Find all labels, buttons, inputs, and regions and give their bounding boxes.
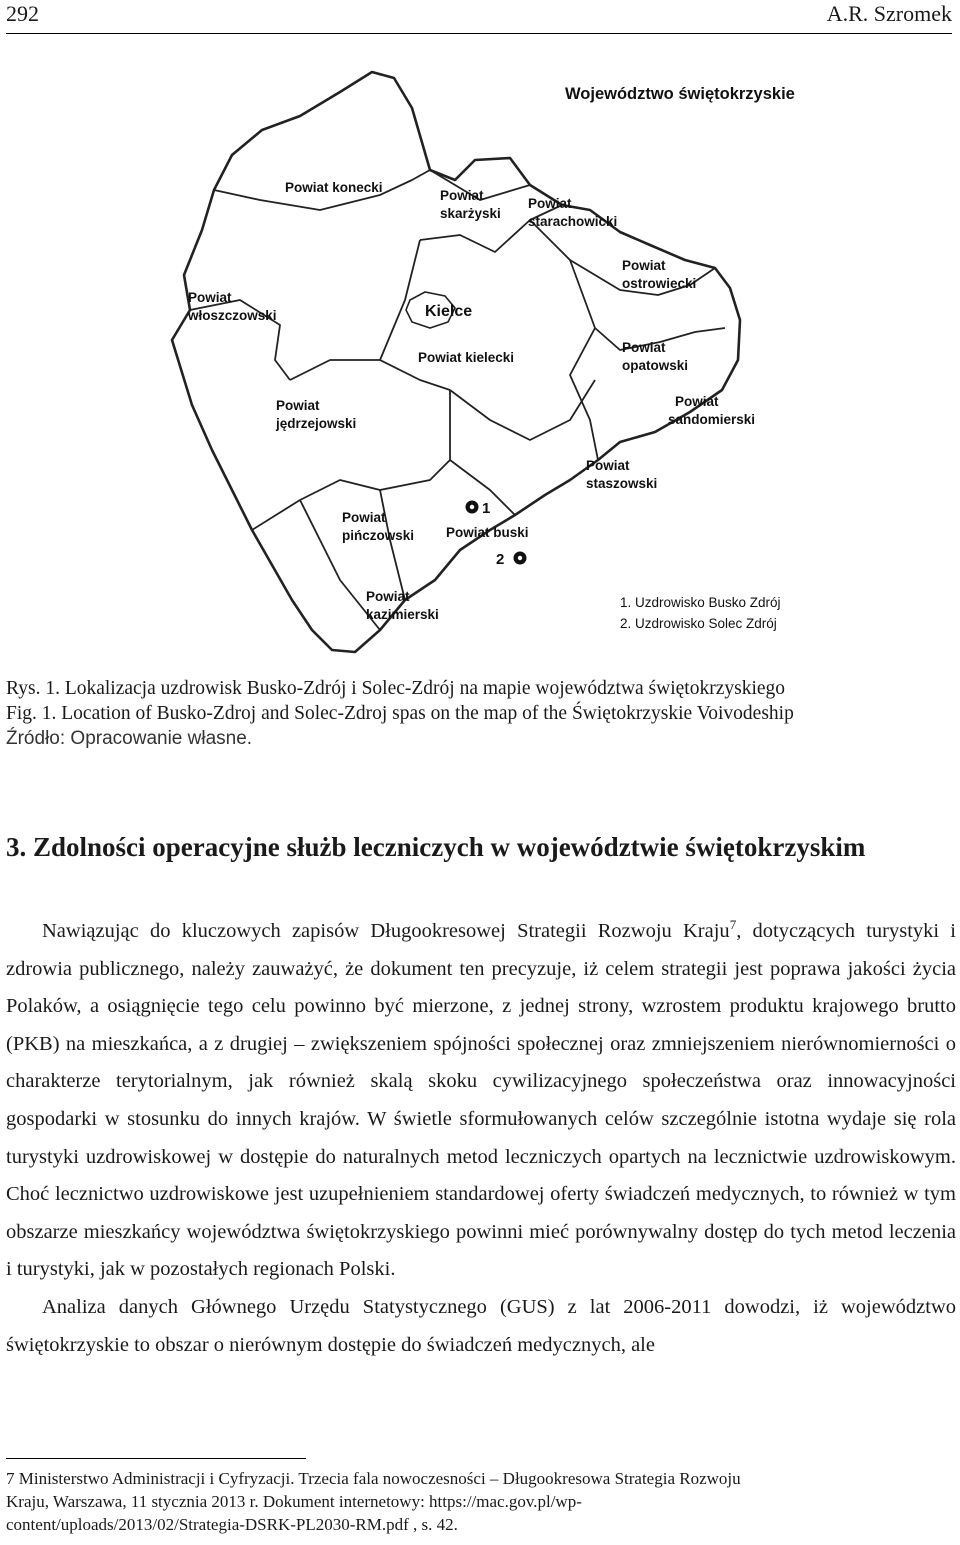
- footnote-line-2: Kraju, Warszawa, 11 stycznia 2013 r. Dokument internetowy: https://mac.gov.pl/wp-: [6, 1492, 582, 1511]
- county-ostrowiecki-1: Powiat: [622, 258, 666, 273]
- county-wloszczowski-1: Powiat: [188, 290, 232, 305]
- county-sandomierski-2: sandomierski: [668, 412, 756, 427]
- county-kazimierski-2: kazimierski: [366, 607, 439, 622]
- page-number: 292: [6, 1, 39, 26]
- running-author: A.R. Szromek: [826, 1, 952, 26]
- county-skarzyski-1: Powiat: [440, 188, 484, 203]
- paragraph-1-text-a: Nawiązując do kluczowych zapisów Długookresowej Strategii Rozwoju Kraju: [42, 920, 730, 942]
- footnote-rule: [6, 1458, 306, 1459]
- body-text: [6, 913, 956, 1364]
- paragraph-2: Analiza danych Głównego Urzędu Statystycznego (GUS) z lat 2006-2011 dowodzi, iż województwo świętokrzyskie to obszar o nierównym dostępie do świadczeń medycznych, ale: [6, 1295, 956, 1356]
- county-pinczowski-2: pińczowski: [342, 528, 415, 543]
- marker-2-label: 2: [496, 551, 505, 568]
- county-kielecki: Powiat kielecki: [418, 350, 515, 365]
- county-starachowicki-1: Powiat: [528, 196, 572, 211]
- footnote: [6, 1467, 956, 1536]
- paragraph-1: [6, 913, 956, 1289]
- county-pinczowski-1: Powiat: [342, 510, 386, 525]
- footnote-ref-7[interactable]: 7: [729, 917, 737, 933]
- legend-item-1: 1. Uzdrowisko Busko Zdrój: [620, 595, 781, 610]
- city-label-kielce: Kielce: [425, 303, 473, 320]
- paragraph-1-text-b: , dotyczących turystyki i zdrowia publicznego, należy zauważyć, że dokument ten precyzuje, iż celem strategii jest poprawa jakości życia Polaków, a osiągnięcie tego celu powinno być mierzone, z jednej strony, wzrostem produktu krajowego brutto (PKB) na mieszkańca, a z drugiej – zwiększeniem spójności społecznej oraz zmniejszeniem nierównomierności o charakterze terytorialnym, jak również skalą skoku cywilizacyjnego społeczeństwa oraz innowacyjności gospodarki w stosunku do innych krajów. W świetle sformułowanych celów szczególnie istotna wydaje się rola turystyki uzdrowiskowej w dostępie do naturalnych metod leczniczych opartych na lecznictwie uzdrowiskowym. Choć lecznictwo uzdrowiskowe jest uzupełnieniem standardowej oferty świadczeń medycznych, to również w tym obszarze mieszkańcy województwa świętokrzyskiego powinni mieć porównywalny dostęp do tych metod leczenia i turystyki, jak w pozostałych regionach Polski.: [6, 920, 957, 1281]
- county-starachowicki-2: starachowicki: [528, 214, 618, 229]
- map-title: Województwo świętokrzyskie: [565, 85, 795, 103]
- county-konecki: Powiat konecki: [285, 180, 383, 195]
- section-heading: 3. Zdolności operacyjne służb leczniczych w województwie świętokrzyskim: [6, 832, 866, 862]
- caption-source: Źródło: Opracowanie własne.: [6, 728, 253, 749]
- county-skarzyski-2: skarżyski: [440, 206, 501, 221]
- county-jedrzejowski-1: Powiat: [276, 398, 320, 413]
- county-ostrowiecki-2: ostrowiecki: [622, 276, 697, 291]
- county-staszowski-2: staszowski: [586, 476, 658, 491]
- county-sandomierski-1: Powiat: [675, 394, 719, 409]
- header-rule: [6, 33, 952, 34]
- legend-item-2: 2. Uzdrowisko Solec Zdrój: [620, 616, 777, 631]
- county-staszowski-1: Powiat: [586, 458, 630, 473]
- county-wloszczowski-2: włoszczowski: [188, 308, 277, 323]
- county-kazimierski-1: Powiat: [366, 589, 410, 604]
- footnote-line-1: 7 Ministerstwo Administracji i Cyfryzacji. Trzecia fala nowoczesności – Długookresowa Strategia Rozwoju: [6, 1469, 741, 1488]
- caption-english: Fig. 1. Location of Busko-Zdroj and Solec-Zdroj spas on the map of the Świętokrzyskie Voivodeship: [6, 703, 794, 724]
- county-opatowski-2: opatowski: [622, 358, 689, 373]
- county-buski: Powiat buski: [446, 525, 529, 540]
- footnote-line-3: content/uploads/2013/02/Strategia-DSRK-PL2030-RM.pdf , s. 42.: [6, 1515, 458, 1534]
- county-jedrzejowski-2: jędrzejowski: [276, 416, 357, 431]
- marker-1-label: 1: [482, 500, 491, 517]
- voivodeship-map: [150, 60, 870, 660]
- page-header: [6, 0, 952, 34]
- caption-polish: Rys. 1. Lokalizacja uzdrowisk Busko-Zdrój i Solec-Zdrój na mapie województwa świętokrzyskiego: [6, 678, 786, 699]
- county-opatowski-1: Powiat: [622, 340, 666, 355]
- figure-caption: [6, 676, 956, 751]
